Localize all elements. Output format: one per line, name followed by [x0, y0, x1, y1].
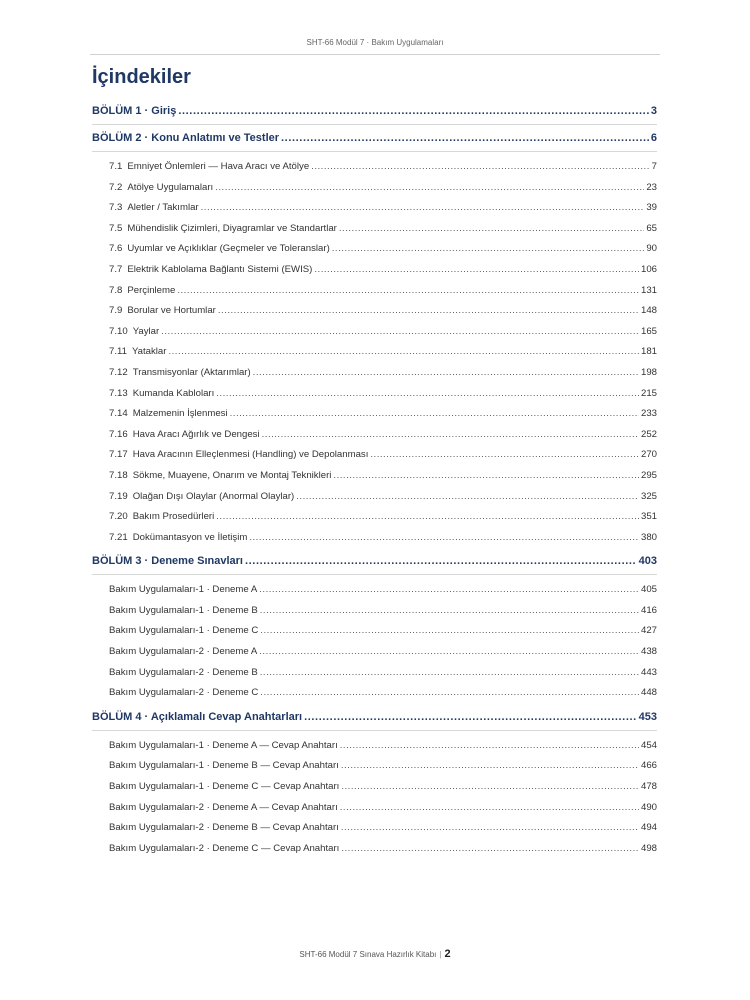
header-rule: [90, 54, 660, 55]
toc-entry-label: Transmisyonlar (Aktarımlar): [132, 366, 251, 378]
toc-entry-page: 65: [646, 222, 657, 234]
toc-entry-label: Yataklar: [131, 346, 167, 358]
toc-entry-number: 7.20: [109, 511, 128, 523]
toc-chapter-label: BÖLÜM 4 · Açıklamalı Cevap Anahtarları: [92, 710, 303, 723]
toc-entry-page: 270: [640, 449, 657, 461]
toc-entry-row[interactable]: [92, 777, 657, 798]
toc-entry-text: [109, 683, 258, 704]
toc-entry-row[interactable]: [92, 663, 657, 684]
toc-entry-label: Atölye Uygulamaları: [127, 181, 214, 193]
toc-entry-page: 478: [640, 781, 657, 793]
toc-entry-number: 7.14: [109, 408, 128, 420]
toc-dot-leader: [332, 239, 645, 260]
toc-entry-label: Bakım Prosedürleri: [132, 511, 215, 523]
toc-dot-leader: [262, 425, 639, 446]
toc-entry-page: 351: [640, 511, 657, 523]
toc-entry-label: Malzemenin İşlenmesi: [132, 408, 228, 420]
toc-entry-label: Hava Aracı Ağırlık ve Dengesi: [132, 428, 260, 440]
toc-entry-row[interactable]: [92, 818, 657, 839]
toc-entry-text: [109, 445, 368, 466]
toc-entry-page: 198: [640, 366, 657, 378]
toc-entry-label: Bakım Uygulamaları-1 · Deneme B: [109, 604, 258, 616]
toc-dot-leader: [168, 342, 639, 363]
toc-entry-label: Emniyet Önlemleri — Hava Aracı ve Atölye: [127, 161, 310, 172]
toc-entry-number: 7.9: [109, 305, 123, 317]
toc-entry-page: 233: [640, 408, 657, 420]
toc-entry-row[interactable]: [92, 601, 657, 622]
toc-dot-leader: [216, 507, 639, 528]
toc-entry-page: 252: [640, 428, 657, 440]
toc-entry-row[interactable]: [92, 445, 657, 466]
toc-entry-label: Mühendislik Çizimleri, Diyagramlar ve Standartlar: [127, 222, 337, 234]
toc-dot-leader: [253, 363, 639, 384]
toc-entry-page: 148: [640, 305, 657, 317]
toc-chapter-row[interactable]: [92, 704, 657, 731]
toc-dot-leader: [259, 580, 639, 601]
toc-entry-text: [109, 487, 294, 508]
toc-entry-text: [109, 798, 338, 819]
toc-dot-leader: [311, 157, 649, 178]
toc-dot-leader: [341, 777, 639, 798]
toc-entry-number: 7.1: [109, 161, 123, 172]
toc-entry-page: 295: [640, 469, 657, 481]
toc-entry-row[interactable]: [92, 219, 657, 240]
toc-chapter-page: 453: [638, 710, 657, 723]
toc-entry-text: [109, 404, 228, 425]
toc-entry-row[interactable]: [92, 528, 657, 549]
toc-title: İçindekiler: [92, 66, 191, 88]
toc-entry-number: 7.18: [109, 469, 128, 481]
toc-entry-text: [109, 384, 214, 405]
toc-dot-leader: [218, 301, 639, 322]
toc-dot-leader: [260, 621, 639, 642]
toc-entry-page: 215: [640, 387, 657, 399]
toc-entry-number: 7.21: [109, 531, 128, 543]
toc-entry-label: Yaylar: [132, 325, 160, 337]
toc-entry-label: Borular ve Hortumlar: [127, 305, 216, 317]
toc-entry-row[interactable]: [92, 157, 657, 178]
toc-entry-text: [109, 219, 337, 240]
toc-dot-leader: [341, 756, 639, 777]
toc-entry-text: [109, 663, 258, 684]
toc-entry-page: 448: [640, 687, 657, 699]
running-header: SHT-66 Modül 7 · Bakım Uygulamaları: [306, 38, 444, 47]
toc-dot-leader: [281, 125, 649, 151]
toc-entry-label: Bakım Uygulamaları-1 · Deneme A: [109, 584, 258, 596]
toc-dot-leader: [216, 384, 639, 405]
toc-entry-page: 165: [640, 325, 657, 337]
toc-entry-number: 7.11: [109, 346, 127, 358]
toc-entry-number: 7.12: [109, 366, 128, 378]
toc-entry-page: 39: [646, 202, 657, 214]
footer-separator: |: [439, 950, 442, 959]
toc-entry-row[interactable]: [92, 384, 657, 405]
toc-dot-leader: [340, 798, 639, 819]
toc-chapter-page: 403: [638, 555, 657, 568]
toc-chapter-row[interactable]: [92, 125, 657, 152]
toc-entry-page: 454: [640, 739, 657, 751]
toc-dot-leader: [260, 683, 639, 704]
toc-entry-number: 7.3: [109, 202, 123, 214]
toc-entry-row[interactable]: [92, 487, 657, 508]
toc-chapter-row[interactable]: [92, 548, 657, 575]
toc-entry-text: [109, 736, 338, 757]
toc-entry-number: 7.8: [109, 284, 123, 296]
toc-entry-row[interactable]: [92, 178, 657, 199]
toc-dot-leader: [304, 704, 637, 730]
toc-dot-leader: [201, 198, 645, 219]
toc-dot-leader: [296, 487, 639, 508]
toc-entry-row[interactable]: [92, 281, 657, 302]
toc-entry-label: Sökme, Muayene, Onarım ve Montaj Teknikleri: [132, 469, 332, 481]
toc-entry-label: Dokümantasyon ve İletişim: [132, 531, 248, 543]
toc-entry-row[interactable]: [92, 198, 657, 219]
toc-dot-leader: [230, 404, 639, 425]
toc-entry-page: 325: [640, 490, 657, 502]
toc-entry-page: 466: [640, 760, 657, 772]
toc-entry-row[interactable]: [92, 301, 657, 322]
toc-entry-label: Bakım Uygulamaları-1 · Deneme C: [109, 625, 259, 637]
toc-entry-label: Bakım Uygulamaları-2 · Deneme B — Cevap Anahtarı: [109, 822, 339, 834]
toc-entry-row[interactable]: [92, 736, 657, 757]
toc-entry-number: 7.16: [109, 428, 128, 440]
toc-entry-page: 181: [640, 346, 657, 358]
toc-entry-label: Bakım Uygulamaları-2 · Deneme A — Cevap Anahtarı: [109, 801, 338, 813]
toc-entry-page: 23: [646, 181, 657, 193]
toc-chapter-page: 6: [650, 132, 657, 144]
toc-entry-label: Olağan Dışı Olaylar (Anormal Olaylar): [132, 490, 295, 502]
toc-entry-text: [109, 580, 257, 601]
toc-entry-text: [109, 642, 257, 663]
toc-entry-label: Bakım Uygulamaları-1 · Deneme A — Cevap Anahtarı: [109, 739, 338, 751]
toc-entry-page: 427: [640, 625, 657, 637]
toc-dot-leader: [333, 466, 639, 487]
toc-entry-label: Bakım Uygulamaları-2 · Deneme C: [109, 687, 259, 699]
toc-chapter-label: BÖLÜM 2 · Konu Anlatımı ve Testler: [92, 132, 280, 144]
toc-entry-number: 7.5: [109, 222, 123, 234]
toc-entry-row[interactable]: [92, 839, 657, 860]
toc-entry-page: 494: [640, 822, 657, 834]
toc-entry-label: Hava Aracının Elleçlenmesi (Handling) ve Depolanması: [132, 449, 369, 461]
toc-entry-row[interactable]: [92, 580, 657, 601]
toc-entry-number: 7.13: [109, 387, 128, 399]
toc-entry-row[interactable]: [92, 466, 657, 487]
toc-chapter-row[interactable]: [92, 98, 657, 125]
toc-entry-text: [109, 157, 309, 178]
toc-entry-page: 131: [640, 284, 657, 296]
toc-entry-page: 498: [640, 842, 657, 854]
toc-entry-page: 443: [640, 666, 657, 678]
toc-entry-row[interactable]: [92, 404, 657, 425]
toc-entry-row[interactable]: [92, 363, 657, 384]
toc-entry-text: [109, 466, 331, 487]
toc-dot-leader: [245, 548, 637, 574]
toc-dot-leader: [260, 601, 639, 622]
toc-entry-text: [109, 281, 175, 302]
toc-entry-row[interactable]: [92, 621, 657, 642]
toc-entry-page: 438: [640, 646, 657, 658]
toc-entry-text: [109, 178, 213, 199]
toc-entry-text: [109, 342, 166, 363]
page-footer: [0, 948, 750, 960]
toc-entry-label: Bakım Uygulamaları-1 · Deneme C — Cevap Anahtarı: [109, 781, 340, 793]
toc-dot-leader: [339, 219, 644, 240]
toc-chapter-label: BÖLÜM 3 · Deneme Sınavları: [92, 555, 243, 568]
toc-dot-leader: [161, 322, 639, 343]
toc-entry-text: [109, 322, 159, 343]
toc-dot-leader: [177, 281, 639, 302]
toc-entry-text: [109, 818, 339, 839]
toc-chapter-label: BÖLÜM 1 · Giriş: [92, 105, 177, 117]
toc-entry-number: 7.7: [109, 263, 123, 275]
toc-entry-row[interactable]: [92, 642, 657, 663]
toc-dot-leader: [178, 98, 649, 124]
toc-entry-text: [109, 425, 260, 446]
toc-entry-number: 7.10: [109, 325, 128, 337]
toc-entry-text: [109, 260, 312, 281]
toc-entry-row[interactable]: [92, 260, 657, 281]
toc-dot-leader: [314, 260, 639, 281]
toc-dot-leader: [341, 839, 639, 860]
toc-entry-page: 416: [640, 604, 657, 616]
toc-entry-row[interactable]: [92, 507, 657, 528]
toc-entry-text: [109, 363, 251, 384]
toc-entry-label: Bakım Uygulamaları-1 · Deneme B — Cevap Anahtarı: [109, 760, 339, 772]
toc-chapter-page: 3: [650, 105, 657, 117]
toc-entry-page: 106: [640, 263, 657, 275]
toc-entry-page: 405: [640, 584, 657, 596]
toc-entry-row[interactable]: [92, 683, 657, 704]
toc-entry-row[interactable]: [92, 425, 657, 446]
toc-entry-label: Bakım Uygulamaları-2 · Deneme B: [109, 666, 258, 678]
toc-entry-page: 7: [651, 161, 657, 172]
toc-entry-row[interactable]: [92, 756, 657, 777]
toc-dot-leader: [260, 663, 639, 684]
toc-entry-text: [109, 507, 214, 528]
toc-entry-text: [109, 301, 216, 322]
toc-entry-label: Aletler / Takımlar: [127, 202, 199, 214]
toc-entry-page: 490: [640, 801, 657, 813]
toc-entry-row[interactable]: [92, 342, 657, 363]
toc-entry-row[interactable]: [92, 322, 657, 343]
toc-entry-number: 7.17: [109, 449, 128, 461]
toc-dot-leader: [370, 445, 639, 466]
toc-entry-text: [109, 777, 339, 798]
toc-entry-text: [109, 239, 330, 260]
toc-dot-leader: [341, 818, 639, 839]
toc-entry-row[interactable]: [92, 798, 657, 819]
toc-entry-page: 380: [640, 531, 657, 543]
toc-dot-leader: [215, 178, 644, 199]
toc-entry-text: [109, 601, 258, 622]
toc-entry-text: [109, 621, 258, 642]
toc-entry-label: Uyumlar ve Açıklıklar (Geçmeler ve Toleranslar): [127, 243, 330, 255]
toc-entry-number: 7.19: [109, 490, 128, 502]
toc-entry-label: Bakım Uygulamaları-2 · Deneme A: [109, 646, 258, 658]
toc-entry-label: Elektrik Kablolama Bağlantı Sistemi (EWIS): [127, 263, 313, 275]
toc-entry-label: Perçinleme: [127, 284, 176, 296]
toc-entry-label: Kumanda Kabloları: [132, 387, 215, 399]
toc-entry-text: [109, 839, 339, 860]
toc-dot-leader: [249, 528, 639, 549]
toc-entry-row[interactable]: [92, 239, 657, 260]
toc-entry-text: [109, 528, 247, 549]
toc-dot-leader: [340, 736, 639, 757]
toc-entry-number: 7.6: [109, 243, 123, 255]
toc-entry-number: 7.2: [109, 181, 123, 193]
toc-dot-leader: [259, 642, 639, 663]
footer-page-number: 2: [444, 948, 451, 960]
toc-entry-text: [109, 198, 199, 219]
footer-text: SHT-66 Modül 7 Sınava Hazırlık Kitabı: [299, 950, 437, 959]
toc-entry-text: [109, 756, 339, 777]
toc-entry-label: Bakım Uygulamaları-2 · Deneme C — Cevap Anahtarı: [109, 842, 340, 854]
toc-entry-page: 90: [646, 243, 657, 255]
table-of-contents: [92, 98, 657, 859]
